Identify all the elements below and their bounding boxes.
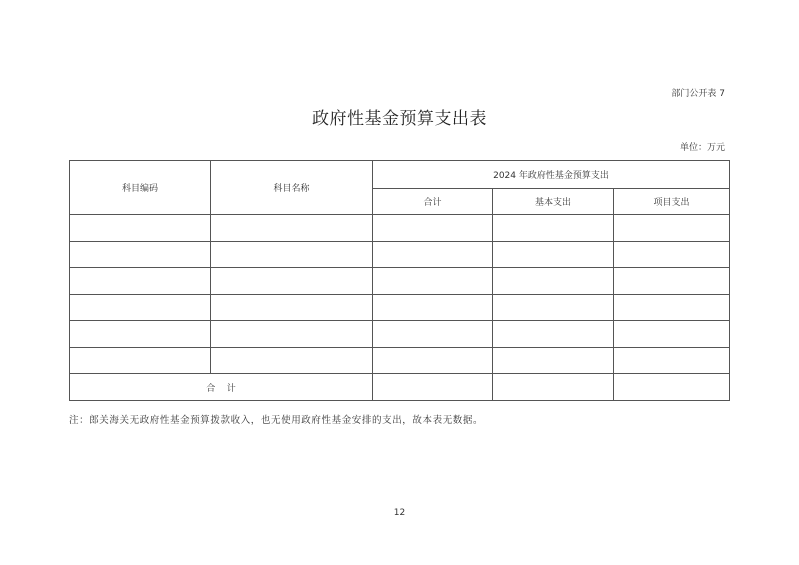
table-row: [70, 347, 730, 374]
budget-table: [69, 160, 730, 401]
cell-basic: [493, 268, 614, 295]
table-row: [70, 294, 730, 321]
cell-total: [373, 321, 493, 348]
col-header-code: 科目编码: [70, 161, 211, 215]
cell-basic: [493, 241, 614, 268]
page-title: 政府性基金预算支出表: [312, 109, 487, 129]
col-header-total: 合计: [373, 189, 493, 215]
cell-project: [614, 321, 730, 348]
table-row: [70, 321, 730, 348]
cell-project: [614, 268, 730, 295]
cell-total: [373, 268, 493, 295]
cell-project: [614, 241, 730, 268]
cell-code: [70, 241, 211, 268]
cell-code: [70, 215, 211, 242]
page-number: 12: [393, 508, 406, 518]
col-header-group: 2024 年政府性基金预算支出: [373, 161, 730, 189]
cell-name: [211, 294, 373, 321]
cell-basic: [493, 374, 614, 401]
cell-total: [373, 294, 493, 321]
table-row: [70, 241, 730, 268]
table-row: [70, 215, 730, 242]
cell-total: [373, 374, 493, 401]
unit-label: 单位：万元: [679, 143, 725, 153]
col-header-project: 项目支出: [614, 189, 730, 215]
cell-project: [614, 374, 730, 401]
form-number: 部门公开表 7: [671, 89, 725, 99]
cell-basic: [493, 215, 614, 242]
cell-name: [211, 268, 373, 295]
cell-total: [373, 347, 493, 374]
table-header-row: [70, 161, 730, 189]
col-header-basic: 基本支出: [493, 189, 614, 215]
cell-name: [211, 215, 373, 242]
cell-basic: [493, 347, 614, 374]
cell-basic: [493, 321, 614, 348]
cell-name: [211, 241, 373, 268]
cell-code: [70, 294, 211, 321]
cell-total: [373, 215, 493, 242]
cell-project: [614, 215, 730, 242]
cell-total: [373, 241, 493, 268]
table-total-row: [70, 374, 730, 401]
footnote: 注：郎关海关无政府性基金预算拨款收入，也无使用政府性基金安排的支出，故本表无数据。: [69, 415, 484, 426]
cell-project: [614, 347, 730, 374]
table-row: [70, 268, 730, 295]
cell-code: [70, 347, 211, 374]
cell-name: [211, 321, 373, 348]
col-header-name: 科目名称: [211, 161, 373, 215]
cell-name: [211, 347, 373, 374]
cell-code: [70, 321, 211, 348]
cell-project: [614, 294, 730, 321]
total-label: 合 计: [70, 374, 373, 401]
cell-basic: [493, 294, 614, 321]
cell-code: [70, 268, 211, 295]
